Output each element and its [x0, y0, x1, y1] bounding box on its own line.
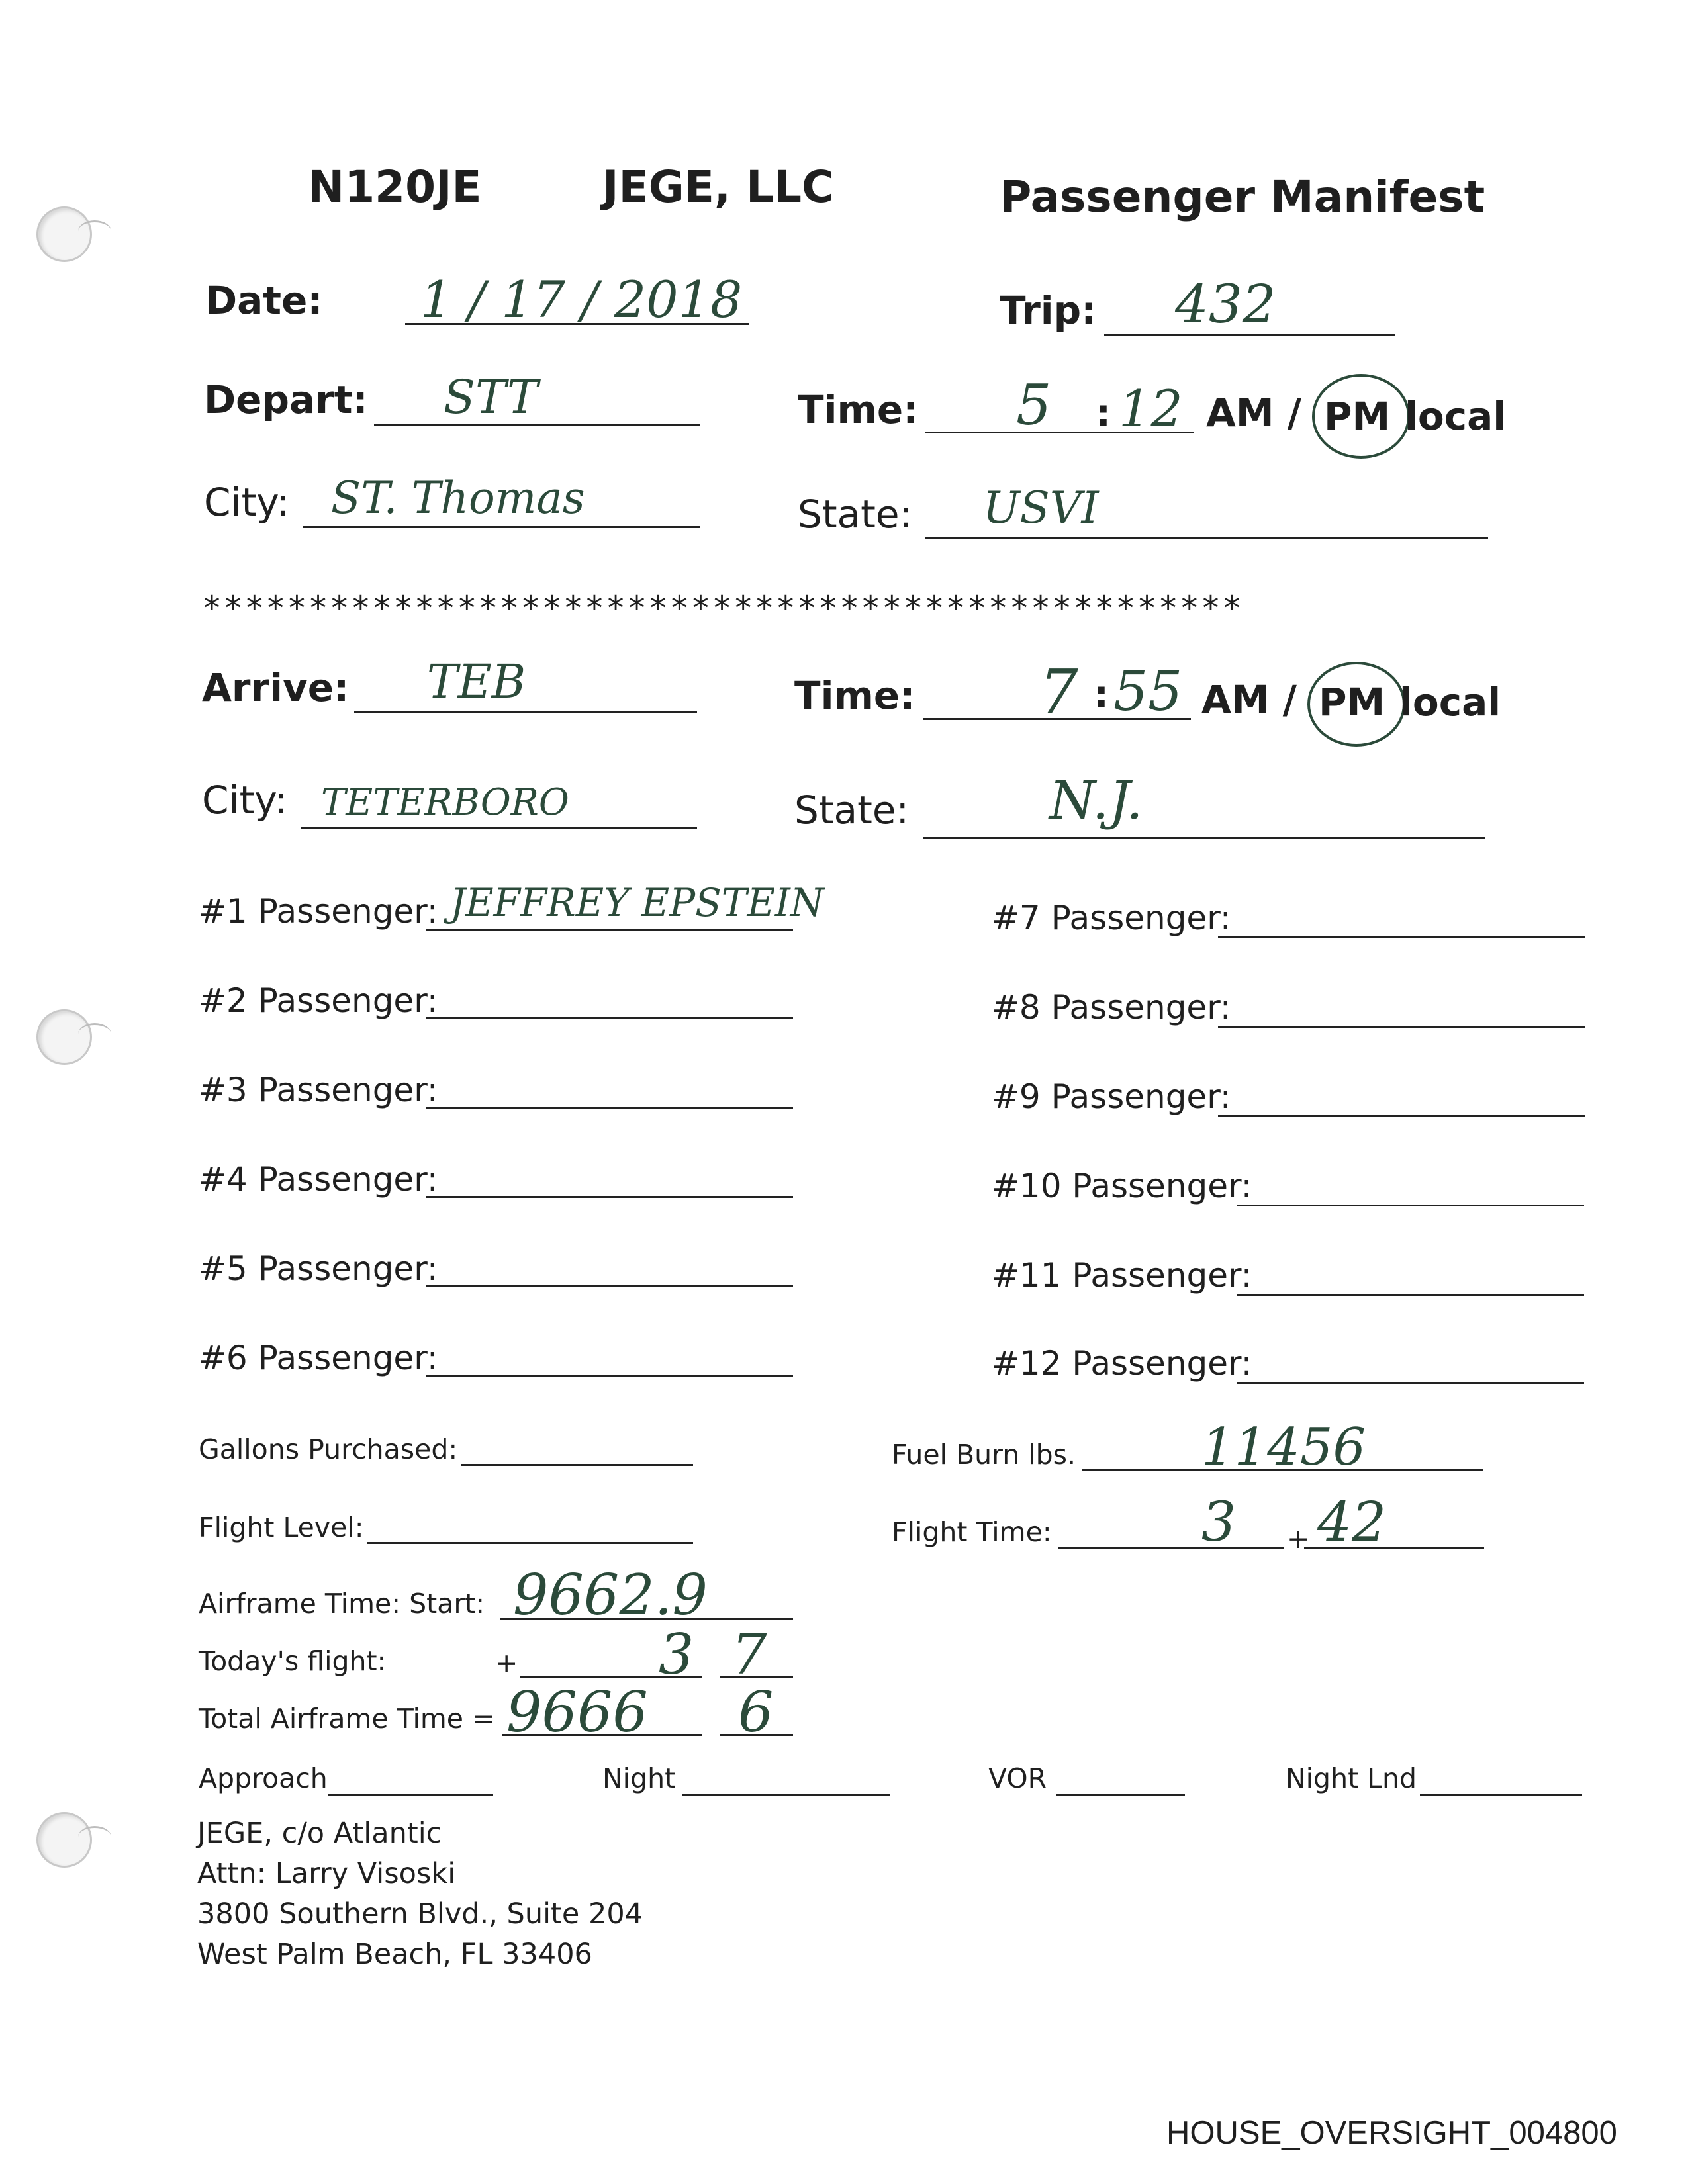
depart-value: STT	[444, 370, 538, 424]
address-line-4: West Palm Beach, FL 33406	[197, 1938, 592, 1971]
date-value: 1 / 17 / 2018	[420, 270, 743, 329]
arrive-city-label: City:	[202, 778, 287, 823]
gallons-purchased-label: Gallons Purchased:	[199, 1433, 458, 1465]
vor-line	[1056, 1794, 1185, 1796]
depart-time-hour: 5	[1016, 373, 1052, 437]
depart-pm-label: PM	[1324, 394, 1391, 439]
address-line-2: Attn: Larry Visoski	[197, 1857, 456, 1890]
bates-number: HOUSE_OVERSIGHT_004800	[1166, 2115, 1617, 2151]
passenger-1-label: #1 Passenger:	[199, 892, 438, 931]
approach-label: Approach	[199, 1762, 328, 1794]
arrive-city-line	[301, 827, 697, 829]
page-title: Passenger Manifest	[1000, 171, 1485, 222]
airframe-start-label: Airframe Time: Start:	[199, 1588, 485, 1619]
arrive-local-label: local	[1399, 680, 1501, 725]
flight-time-plus: +	[1287, 1523, 1310, 1555]
depart-local-label: local	[1405, 394, 1507, 439]
passenger-4-line	[426, 1196, 793, 1198]
arrive-state-line	[923, 837, 1485, 839]
arrive-time-minute: 55	[1113, 660, 1183, 723]
flight-level-label: Flight Level:	[199, 1512, 364, 1543]
flight-time-minutes: 42	[1317, 1491, 1387, 1554]
todays-flight-whole: 3	[659, 1622, 694, 1687]
arrive-line	[354, 711, 697, 713]
trip-value: 432	[1175, 273, 1276, 335]
arrive-time-hour: 7	[1039, 657, 1078, 727]
passenger-12-line	[1237, 1382, 1584, 1384]
arrive-time-label: Time:	[794, 673, 915, 718]
passenger-9-line	[1218, 1115, 1585, 1117]
passenger-3-line	[426, 1107, 793, 1109]
address-line-1: JEGE, c/o Atlantic	[197, 1817, 442, 1850]
depart-state-value: USVI	[983, 482, 1099, 533]
arrive-label: Arrive:	[202, 665, 350, 710]
tail-number: N120JE	[308, 161, 482, 212]
arrive-pm-label: PM	[1319, 680, 1385, 725]
passenger-2-line	[426, 1017, 793, 1019]
flight-time-label: Flight Time:	[892, 1516, 1052, 1548]
total-airframe-whole: 9666	[506, 1680, 648, 1745]
night-lnd-line	[1420, 1794, 1582, 1796]
passenger-6-label: #6 Passenger:	[199, 1339, 438, 1377]
flight-time-hours-line	[1058, 1547, 1284, 1549]
passenger-5-label: #5 Passenger:	[199, 1250, 438, 1288]
passenger-11-label: #11 Passenger:	[992, 1256, 1252, 1295]
passenger-7-label: #7 Passenger:	[992, 899, 1231, 937]
depart-state-label: State:	[798, 492, 913, 537]
flight-level-line	[367, 1542, 693, 1544]
passenger-3-label: #3 Passenger:	[199, 1071, 438, 1109]
binder-hole-top	[36, 206, 92, 262]
todays-flight-label: Today's flight:	[199, 1645, 387, 1677]
depart-pm-circle	[1312, 374, 1410, 459]
address-line-3: 3800 Southern Blvd., Suite 204	[197, 1897, 643, 1931]
passenger-9-label: #9 Passenger:	[992, 1077, 1231, 1116]
trip-label: Trip:	[1000, 288, 1097, 333]
binder-hole-middle	[36, 1009, 92, 1065]
passenger-1-value: JEFFREY EPSTEIN	[450, 880, 824, 925]
arrive-city-value: TETERBORO	[321, 781, 569, 824]
passenger-7-line	[1218, 936, 1585, 938]
fuel-burn-value: 11456	[1201, 1418, 1366, 1477]
company-name: JEGE, LLC	[602, 161, 834, 212]
fuel-burn-label: Fuel Burn lbs.	[892, 1439, 1076, 1471]
todays-flight-decimal: 7	[731, 1622, 767, 1687]
mailing-address	[197, 1813, 643, 1975]
depart-time-colon: :	[1096, 390, 1111, 435]
binder-hole-bottom	[36, 1812, 92, 1868]
depart-label: Depart:	[204, 377, 368, 422]
date-label: Date:	[205, 278, 323, 323]
approach-line	[328, 1794, 493, 1796]
depart-am-label: AM /	[1206, 390, 1301, 435]
passenger-8-line	[1218, 1026, 1585, 1028]
arrive-pm-circle	[1307, 662, 1405, 747]
passenger-10-line	[1237, 1205, 1584, 1206]
gallons-purchased-line	[461, 1464, 693, 1466]
passenger-8-label: #8 Passenger:	[992, 988, 1231, 1026]
arrive-value: TEB	[427, 655, 526, 709]
todays-flight-plus: +	[495, 1647, 518, 1679]
arrive-am-label: AM /	[1201, 677, 1297, 722]
passenger-6-line	[426, 1375, 793, 1377]
vor-label: VOR	[988, 1762, 1047, 1794]
separator-stars: *************************************************	[202, 589, 1244, 627]
arrive-state-label: State:	[794, 788, 910, 833]
passenger-12-label: #12 Passenger:	[992, 1344, 1252, 1383]
airframe-start-value: 9662.9	[513, 1563, 708, 1627]
night-label: Night	[602, 1762, 676, 1794]
flight-time-hours: 3	[1201, 1491, 1237, 1554]
total-airframe-label: Total Airframe Time =	[199, 1703, 495, 1735]
depart-time-label: Time:	[798, 387, 919, 432]
arrive-time-colon: :	[1094, 672, 1109, 717]
depart-city-label: City:	[204, 480, 289, 525]
depart-city-line	[303, 526, 700, 528]
passenger-4-label: #4 Passenger:	[199, 1160, 438, 1199]
passenger-11-line	[1237, 1294, 1584, 1296]
passenger-1-line	[426, 929, 793, 931]
passenger-2-label: #2 Passenger:	[199, 981, 438, 1020]
night-line	[682, 1794, 890, 1796]
depart-state-line	[925, 537, 1488, 539]
depart-time-minute: 12	[1119, 379, 1183, 438]
total-airframe-decimal: 6	[738, 1680, 774, 1745]
depart-city-value: ST. Thomas	[331, 473, 585, 523]
night-lnd-label: Night Lnd	[1286, 1762, 1417, 1794]
arrive-state-value: N.J.	[1049, 770, 1143, 831]
passenger-10-label: #10 Passenger:	[992, 1167, 1252, 1205]
passenger-5-line	[426, 1285, 793, 1287]
